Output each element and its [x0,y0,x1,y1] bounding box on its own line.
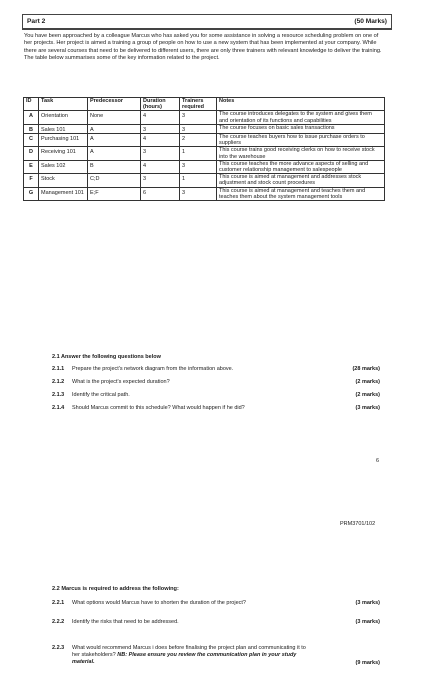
table-row [24,134,385,147]
cell-id: B [24,124,39,133]
cell-task: Purchasing 101 [39,134,88,147]
cell-notes: This course is aimed at management and addresses stock adjustment and stock count procedures [217,174,385,187]
question-marks: (3 marks) [355,619,380,625]
cell-predecessor: None [88,111,141,124]
question-text: Should Marcus commit to this schedule? What would happen if he did? [72,405,245,411]
question-marks: (3 marks) [355,405,380,411]
question-marks: (3 marks) [355,600,380,606]
cell-duration: 3 [141,174,180,187]
cell-trainers: 1 [180,174,217,187]
question-marks: (9 marks) [355,660,380,666]
question-note: NB: Please ensure you review the communication plan in your study material. [72,652,297,665]
table-header-row [24,98,385,111]
cell-trainers: 2 [180,134,217,147]
cell-duration: 4 [141,134,180,147]
cell-notes: This course teaches the more advance aspects of selling and customer relationship management to salespeople [217,160,385,173]
question-number: 2.1.2 [52,379,65,385]
header-trainers: Trainers required [180,98,217,111]
question-text: Identify the risks that need to be addressed. [72,619,179,625]
question-number: 2.2.2 [52,619,65,625]
question-marks: (2 marks) [355,392,380,398]
header-duration: Duration (hours) [141,98,180,111]
cell-id: A [24,111,39,124]
cell-duration: 3 [141,124,180,133]
question-number: 2.1.3 [52,392,65,398]
cell-trainers: 3 [180,187,217,200]
question-text: Identify the critical path. [72,392,130,398]
cell-task: Orientation [39,111,88,124]
question-2-1-2 [52,379,380,385]
cell-trainers: 3 [180,111,217,124]
cell-duration: 4 [141,111,180,124]
cell-task: Receiving 101 [39,147,88,160]
cell-duration: 6 [141,187,180,200]
question-line [52,366,233,372]
question-line [52,405,245,411]
cell-predecessor: A [88,147,141,160]
table-row [24,187,385,200]
question-number: 2.2.3 [52,645,65,651]
question-line [52,379,170,385]
cell-trainers: 1 [180,147,217,160]
cell-id: D [24,147,39,160]
question-2-2-2 [52,619,380,626]
cell-notes: The course focuses on basic sales transactions [217,124,385,133]
question-marks: (2 marks) [355,379,380,385]
cell-predecessor: C;D [88,174,141,187]
header-predecessor: Predecessor [88,98,141,111]
cell-predecessor: A [88,134,141,147]
part-title: Part 2 [27,18,46,25]
question-text: What would recommend Marcus i does before finalising the project plan and communicating it to her stakeholders? [72,645,306,658]
table-row [24,124,385,133]
cell-id: F [24,174,39,187]
question-line [52,392,130,398]
cell-predecessor: E;F [88,187,141,200]
cell-trainers: 3 [180,124,217,133]
cell-notes: This course is aimed at management and teaches them and teaches them about the system management tools [217,187,385,200]
header-id: ID [24,98,39,111]
section-2-1-questions [52,366,380,411]
table-row [24,174,385,187]
table-body [24,111,385,201]
question-number: 2.1.4 [52,405,65,411]
cell-predecessor: A [88,124,141,133]
cell-predecessor: B [88,160,141,173]
question-marks: (28 marks) [352,366,380,372]
section-2-1-title: 2.1 Answer the following questions below [52,354,161,360]
header-task: Task [39,98,88,111]
cell-id: E [24,160,39,173]
question-text: Prepare the project's network diagram from the information above. [72,366,234,372]
intro-paragraph: You have been approached by a colleague Marcus who has asked you for some assistance in solving a resource scheduling problem on one of her projects. Her project is aimed a training a group of people on how to use a new system that has been implemented at your company. While there are several courses that need to be delivered to different users, there are only three trainers with relevant knowledge to deliver the training. The table below summarises some of the key information related to the project. [24,33,382,62]
question-2-1-4 [52,405,380,411]
table-row [24,147,385,160]
part-marks: (50 Marks) [354,18,387,25]
part-header-frame [22,14,392,30]
question-text: What is the project's expected duration? [72,379,170,385]
question-text: What options would Marcus have to shorten the duration of the project? [72,600,246,606]
cell-trainers: 3 [180,160,217,173]
cell-notes: The course introduces delegates to the system and gives them and orientation of its functions and capabilities [217,111,385,124]
task-table [23,97,385,201]
question-2-2-3 [52,645,380,666]
part-header [23,15,391,29]
question-2-1-3 [52,392,380,398]
table-row [24,111,385,124]
cell-notes: This course trains good receiving clerks on how to receive stock into the warehouse [217,147,385,160]
question-2-2-1 [52,600,380,607]
table-row [24,160,385,173]
cell-task: Stock [39,174,88,187]
section-2-2-title: 2.2 Marcus is required to address the following: [52,586,179,592]
cell-id: C [24,134,39,147]
header-notes: Notes [217,98,385,111]
cell-task: Sales 102 [39,160,88,173]
cell-task: Sales 101 [39,124,88,133]
section-2-1 [52,354,380,411]
module-code: PRM3701/102 [340,521,376,527]
question-2-1-1 [52,366,380,372]
page-number: 6 [376,458,380,464]
cell-duration: 3 [141,147,180,160]
cell-id: G [24,187,39,200]
cell-task: Management 101 [39,187,88,200]
cell-notes: The course teaches buyers how to issue purchase orders to suppliers [217,134,385,147]
question-number: 2.2.1 [52,600,65,606]
cell-duration: 4 [141,160,180,173]
question-number: 2.1.1 [52,366,65,372]
